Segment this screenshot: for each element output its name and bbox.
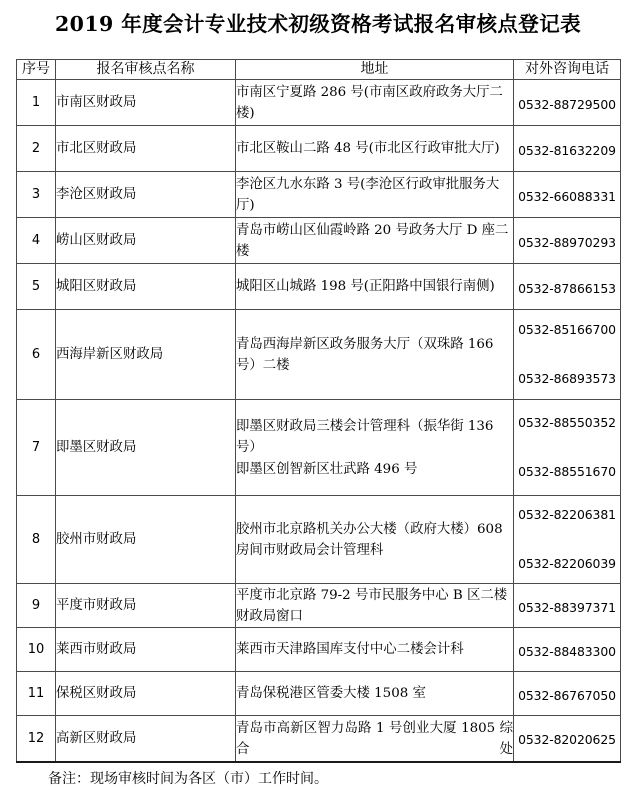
phone-number: 0532-86767050 [518, 687, 616, 703]
audit-point-address [236, 264, 514, 310]
contact-phone [514, 264, 621, 310]
column-header-tel: 对外咨询电话 [514, 59, 621, 80]
footer-note: 备注：现场审核时间为各区（市）工作时间。 [48, 770, 328, 787]
phone-number: 0532-82206381 [518, 507, 616, 523]
audit-point-name: 保税区财政局 [56, 672, 236, 716]
contact-phone [514, 80, 621, 126]
table-row [17, 310, 621, 400]
audit-point-name: 西海岸新区财政局 [56, 310, 236, 400]
address-line: 李沧区九水东路 3 号(李沧区行政审批服务大厅) [236, 176, 500, 213]
phone-number-secondary: 0532-88551670 [518, 463, 616, 479]
phone-number: 0532-82020625 [518, 732, 616, 748]
row-number: 11 [17, 672, 56, 716]
table-row [17, 264, 621, 310]
audit-point-name: 莱西市财政局 [56, 628, 236, 672]
address-line: 青岛市高新区智力岛路 1 号创业大厦 1805 综合处 [236, 720, 513, 757]
table-row [17, 584, 621, 628]
table-row [17, 628, 621, 672]
audit-point-name: 高新区财政局 [56, 716, 236, 762]
audit-point-address [236, 496, 514, 584]
table-row [17, 400, 621, 496]
audit-point-name: 即墨区财政局 [56, 400, 236, 496]
phone-number-secondary: 0532-86893573 [518, 370, 616, 386]
row-number: 2 [17, 126, 56, 172]
column-header-no: 序号 [17, 59, 56, 80]
phone-number: 0532-87866153 [518, 280, 616, 296]
row-number: 9 [17, 584, 56, 628]
phone-number: 0532-88729500 [518, 96, 616, 112]
address-line: 青岛市崂山区仙霞岭路 20 号政务大厅 D 座二楼 [236, 222, 509, 259]
address-line: 胶州市北京路机关办公大楼（政府大楼）608 房间市财政局会计管理科 [236, 521, 503, 558]
phone-number: 0532-66088331 [518, 188, 616, 204]
contact-phone [514, 126, 621, 172]
phone-number: 0532-85166700 [518, 322, 616, 338]
address-line: 莱西市天津路国库支付中心二楼会计科 [236, 642, 464, 658]
row-number: 3 [17, 172, 56, 218]
contact-phone [514, 584, 621, 628]
table-row [17, 80, 621, 126]
audit-point-address [236, 584, 514, 628]
contact-phone [514, 716, 621, 762]
table-row [17, 218, 621, 264]
contact-phone [514, 672, 621, 716]
contact-phone [514, 496, 621, 584]
phone-number: 0532-88970293 [518, 234, 616, 250]
phone-number: 0532-88483300 [518, 643, 616, 659]
audit-point-address [236, 218, 514, 264]
table-row [17, 496, 621, 584]
table-row [17, 716, 621, 762]
audit-point-name: 胶州市财政局 [56, 496, 236, 584]
row-number: 10 [17, 628, 56, 672]
phone-spacer [514, 433, 620, 463]
address-line: 市南区宁夏路 286 号(市南区政府政务大厅二楼) [236, 84, 503, 121]
row-number: 5 [17, 264, 56, 310]
contact-phone [514, 172, 621, 218]
address-line: 平度市北京路 79-2 号市民服务中心 B 区二楼财政局窗口 [236, 587, 508, 624]
phone-spacer [514, 340, 620, 370]
contact-phone [514, 628, 621, 672]
audit-point-name: 李沧区财政局 [56, 172, 236, 218]
table-row [17, 172, 621, 218]
audit-point-name: 平度市财政局 [56, 584, 236, 628]
address-line: 城阳区山城路 198 号(正阳路中国银行南侧) [236, 279, 495, 295]
row-number: 4 [17, 218, 56, 264]
phone-number-secondary: 0532-82206039 [518, 555, 616, 571]
audit-point-address [236, 80, 514, 126]
phone-number: 0532-88550352 [518, 415, 616, 431]
phone-number: 0532-88397371 [518, 599, 616, 615]
row-number: 6 [17, 310, 56, 400]
audit-point-address [236, 172, 514, 218]
page-title: 2019 年度会计专业技术初级资格考试报名审核点登记表 [55, 12, 581, 36]
audit-point-address [236, 672, 514, 716]
contact-phone [514, 218, 621, 264]
phone-number: 0532-81632209 [518, 142, 616, 158]
phone-spacer [514, 525, 620, 555]
contact-phone [514, 400, 621, 496]
address-line: 市北区鞍山二路 48 号(市北区行政审批大厅) [236, 141, 500, 157]
audit-point-name: 市北区财政局 [56, 126, 236, 172]
table-body [17, 80, 621, 762]
audit-point-address [236, 310, 514, 400]
column-header-name: 报名审核点名称 [56, 59, 236, 80]
row-number: 8 [17, 496, 56, 584]
audit-point-address [236, 126, 514, 172]
audit-point-address [236, 400, 514, 496]
audit-point-address [236, 628, 514, 672]
address-line-secondary: 即墨区创智新区壮武路 496 号 [236, 461, 418, 477]
column-header-address: 地址 [236, 59, 514, 80]
table-row [17, 672, 621, 716]
address-line: 青岛西海岸新区政务服务大厅（双珠路 166 号）二楼 [236, 336, 494, 373]
audit-point-name: 市南区财政局 [56, 80, 236, 126]
registration-table [16, 59, 621, 763]
audit-point-address [236, 716, 514, 762]
row-number: 7 [17, 400, 56, 496]
address-line: 即墨区财政局三楼会计管理科（振华街 136 号） [236, 419, 494, 456]
address-line: 青岛保税港区管委大楼 1508 室 [236, 686, 426, 702]
table-row [17, 126, 621, 172]
row-number: 12 [17, 716, 56, 762]
registration-table-container [16, 59, 620, 763]
contact-phone [514, 310, 621, 400]
audit-point-name: 城阳区财政局 [56, 264, 236, 310]
audit-point-name: 崂山区财政局 [56, 218, 236, 264]
row-number: 1 [17, 80, 56, 126]
table-header-row [17, 59, 621, 80]
